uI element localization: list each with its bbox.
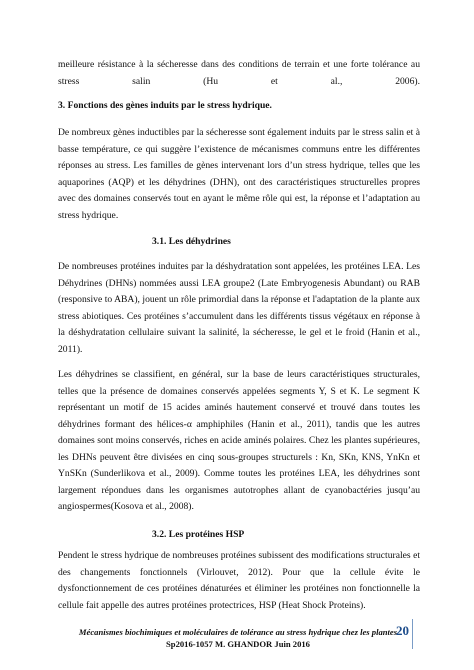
section-3-1-paragraph-2: Les déhydrines se classifient, en général, sur la base de leurs caractéristiques structurales, telles que la présence de domaines conservés appelées segments Y, S et K. Le segment K représentant un motif de 15 acides aminés hautement conservé et trouvé dans toutes les déhydrines formant des hélices-α amphiphiles (Hanin et al., 2011), tandis que les autres domaines sont moins conservés, riches en acide aminés polaires. Chez les plantes supérieures, les DHNs peuvent être divisées en cinq sous-groupes structurels : Kn, SKn, KNS, YnKn et YnSKn (Sunderlikova et al., 2009). Comme toutes les protéines LEA, les déhydrines sont largement répondues dans les organismes autotrophes allant de cyanobactéries jusqu’au angiospermes(Kosova et al., 2008). (58, 369, 420, 512)
section-3-2-heading: 3.2. Les protéines HSP (152, 529, 245, 540)
page-number: 20 (396, 623, 409, 638)
section-3-1-paragraph-1: De nombreuses protéines induites par la déshydratation sont appelées, les protéines LEA. Les Déhydrines (DHNs) nommées aussi LEA groupe2 (Late Embryogenesis Abundant) ou RAB (responsive to ABA), jouent un rôle primordial dans la réponse et l'adaptation de la plante aux stress abiotiques. Ces protéines s’accumulent dans les différents tissus végétaux en réponse à la déshydratation cellulaire suivant la salinité, la sécheresse, le gel et le froid (Hanin et al., 2011). (58, 261, 420, 355)
section-3-2-paragraph: Pendent le stress hydrique de nombreuses protéines subissent des modifications structurales et des changements fonctionnels (Virlouvet, 2012). Pour que la cellule évite le dysfonctionnement de ces protéines dénaturées et éliminer les protéines non fonctionnelle la cellule fait appelle des autres protéines protectrices, HSP (Heat Shock Proteins). (58, 550, 420, 611)
section-3-paragraph: De nombreux gènes inductibles par la sécheresse sont également induits par le stress salin et à basse température, ce qui suggère l’existence de mécanismes communs entre les différentes réponses au stress. Les familles de gènes intervenant lors d’un stress hydrique, telles que les aquaporines (AQP) et les déhydrines (DHN), ont des caractéristiques structurelles propres avec des domaines conservés tout en ayant le même rôle qui est, la réponse et l’adaptation au stress hydrique. (58, 127, 420, 221)
footer-title: Mécanismes biochimiques et moléculaires de tolérance au stress hydrique chez les plantes (78, 627, 398, 637)
page-footer (58, 626, 418, 650)
intro-tail-paragraph: meilleure résistance à la sécheresse dans des conditions de terrain et une forte tolérance au stress salin (Hu et al., 2006). (58, 59, 420, 87)
footer-author-line: Sp2016-1057 M. GHANDOR Juin 2016 (166, 639, 310, 649)
footer-divider (412, 619, 413, 649)
section-3-heading: 3. Fonctions des gènes induits par le stress hydrique. (58, 100, 272, 111)
section-3-1-heading: 3.1. Les déhydrines (152, 236, 231, 247)
